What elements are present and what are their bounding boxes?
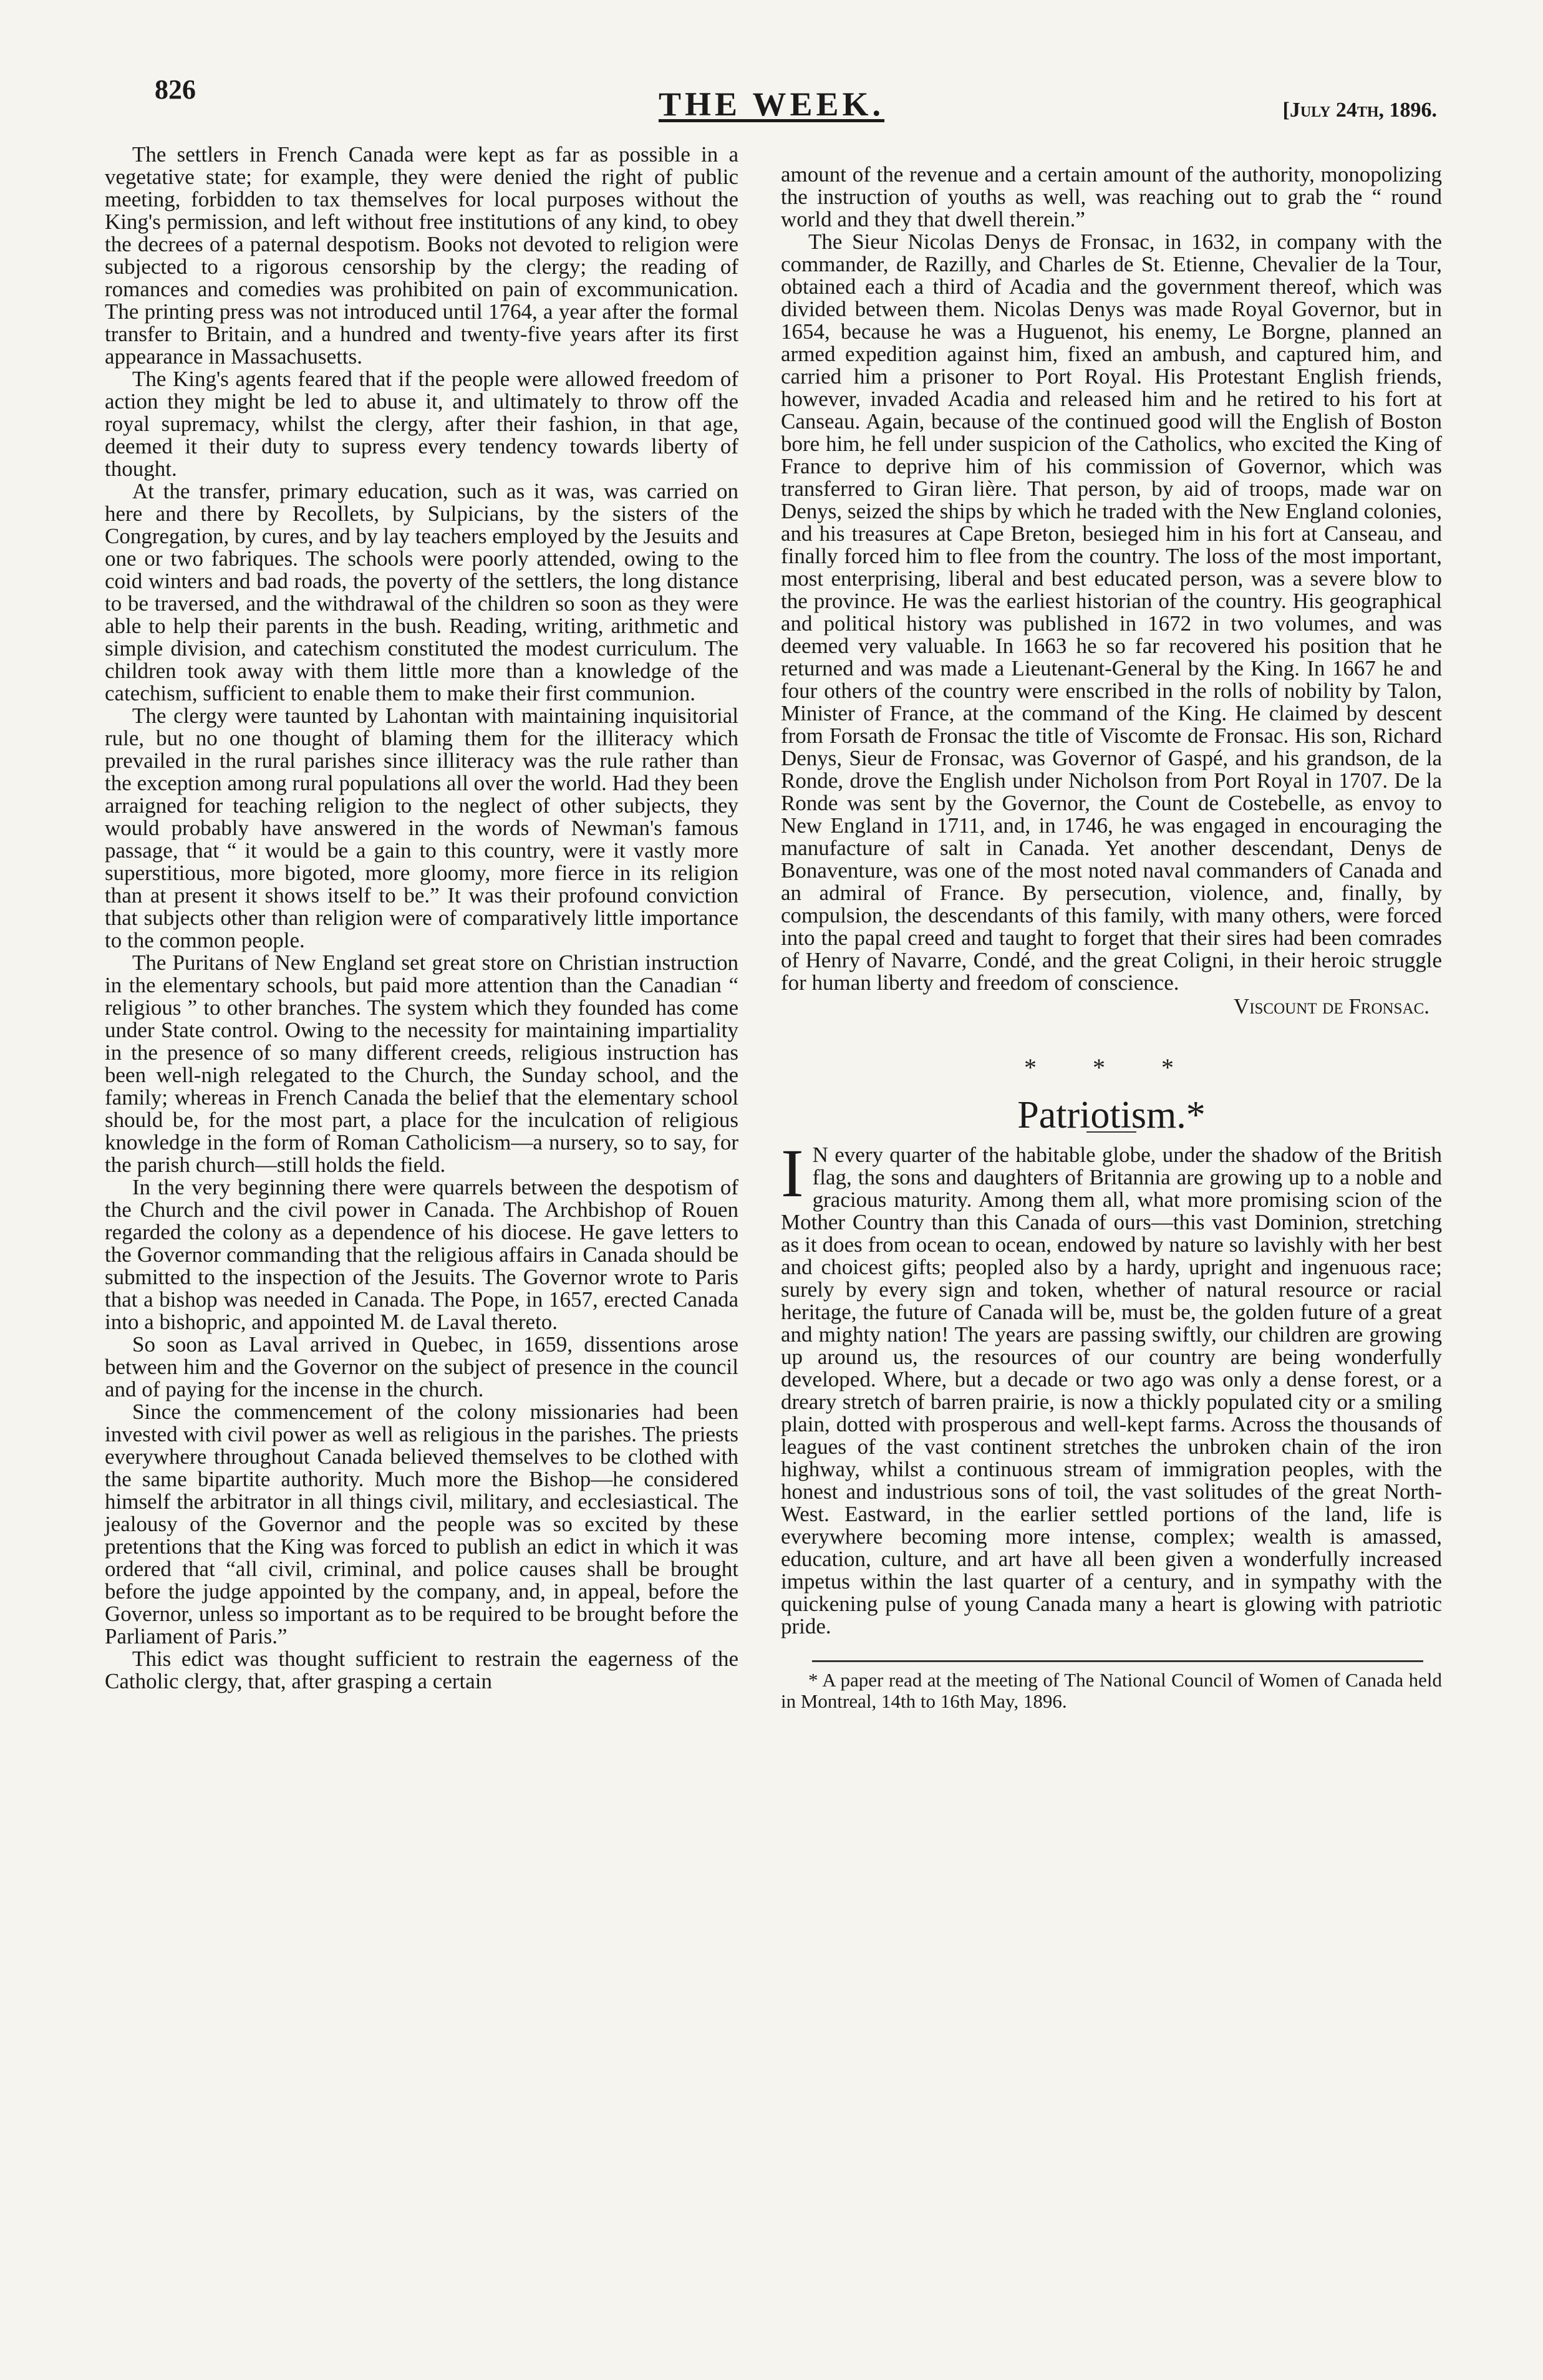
masthead-title: THE WEEK. [658, 85, 885, 123]
paragraph: Since the commencement of the colony missionaries had been invested with civil power as well as religious in the parishes. The priests everywhere throughout Canada believed themselves to be clothed with the same bipartite authority. Much more the Bishop—he considered himself the arbitrator in all things civil, military, and ecclesiastical. The jealousy of the Governor and the people was so excited by these pretentions that the King was forced to publish an edict in which it was ordered that “all civil, criminal, and police causes shall be brought before the judge appointed by the company, and, in appeal, before the Governor, unless so important as to be required to be brought before the Parliament of Paris.” [105, 1400, 738, 1648]
article-title: Patriotism.* [1017, 1094, 1206, 1136]
footnote-rule [812, 1660, 1423, 1662]
article-body-text: N every quarter of the habitable globe, under the shadow of the British flag, the sons and daughters of Britannia are growing up to a noble and gracious maturity. Among them all, what more promising scion of the Mother Country than this Canada of ours—this vast Dominion, stretching as it does from ocean to ocean, endowed by nature so lavishly with her best and choicest gifts; peopled also by a hardy, upright and ingenuous race; surely by every sign and token, whether of natural resource or racial heritage, the future of Canada will be, must be, the golden future of a great and mighty nation! The years are passing swiftly, our children are growing up around us, the resources of our country are being wonderfully developed. Where, but a decade or two ago was only a dense forest, or a dreary stretch of barren prairie, is now a thickly populated city or a smiling plain, dotted with prosperous and well-kept farms. Across the thousands of leagues of the vast continent stretches the unbroken chain of the iron highway, whilst a continuous stream of immigration peoples, with the honest and industrious sons of toil, the vast solitudes of the great North-West. Eastward, in the earlier settled portions of the land, life is everywhere becoming more intense, complex; wealth is amassed, education, culture, and art have all been given a wonderfully increased impetus within the last quarter of a century, and in sympathy with the quickening pulse of young Canada many a heart is glowing with patriotic pride. [781, 1143, 1442, 1638]
paragraph: The King's agents feared that if the people were allowed freedom of action they might be led to abuse it, and ultimately to throw off the royal supremacy, whilst the clergy, after their fashion, in that age, deemed it their duty to supress every tendency towards liberty of thought. [105, 367, 738, 481]
paragraph: At the transfer, primary education, such as it was, was carried on here and there by Recollets, by Sulpicians, by the sisters of the Congregation, by cures, and by lay teachers employed by the Jesuits and one or two fabriques. The schools were poorly attended, owing to the coid winters and bad roads, the poverty of the settlers, the long distance to be traversed, and the withdrawal of the children so soon as they were able to help their parents in the bush. Reading, writing, arithmetic and simple division, and catechism constituted the modest curriculum. The children took away with them little more than a knowledge of the catechism, sufficient to enable them to make their first communion. [105, 479, 738, 705]
page-number: 826 [155, 74, 196, 105]
paragraph: This edict was thought sufficient to restrain the eagerness of the Catholic clergy, that, after grasping a certain [105, 1647, 738, 1693]
left-column [105, 143, 738, 1693]
drop-cap: I [781, 1135, 804, 1211]
footnote: * A paper read at the meeting of The National Council of Women of Canada held in Montreal, 14th to 16th May, 1896. [781, 1669, 1442, 1712]
right-column [781, 163, 1442, 1712]
article-body [781, 1135, 1442, 1638]
section-ornament: * * * [1024, 1053, 1199, 1081]
paragraph: The Puritans of New England set great store on Christian instruction in the elementary schools, but paid more attention than the Canadian “ religious ” to other branches. The system which they founded has come under State control. Owing to the necessity for maintaining impartiality in the presence of so many different creeds, religious instruction has been well-nigh relegated to the Church, the Sunday school, and the family; whereas in French Canada the belief that the elementary school should be, for the most part, a place for the inculcation of religious knowledge in the form of Roman Catholicism—a nursery, so to say, for the parish church—still holds the field. [105, 951, 738, 1177]
paragraph: So soon as Laval arrived in Quebec, in 1659, dissentions arose between him and the Governor on the subject of presence in the council and of paying for the incense in the church. [105, 1332, 738, 1401]
paragraph: The Sieur Nicolas Denys de Fronsac, in 1632, in company with the commander, de Razilly, and Charles de St. Etienne, Chevalier de la Tour, obtained each a third of Acadia and the government thereof, which was divided between them. Nicolas Denys was made Royal Governor, but in 1654, because he was a Huguenot, his enemy, Le Borgne, planned an armed expedition against him, fixed an ambush, and captured him, and carried him a prisoner to Port Royal. His Protestant English friends, however, invaded Acadia and released him and he retired to his fort at Canseau. Again, because of the continued good will the English of Boston bore him, he fell under suspicion of the Catholics, who excited the King of France to deprive him of his commission of Governor, which was transferred to Giran lière. That person, by aid of troops, made war on Denys, seized the ships by which he traded with the New England colonies, and his treasures at Cape Breton, besieged him in his fort at Canseau, and finally forced him to flee from the country. The loss of the most important, most enterprising, liberal and best educated person, was a severe blow to the province. He was the earliest historian of the country. His geographical and political history was published in 1672 in two volumes, and was deemed very valuable. In 1663 he so far recovered his position that he returned and was made a Lieutenant-General by the King. In 1667 he and four others of the country were enscribed in the rolls of nobility by Talon, Minister of France, at the command of the King. He claimed by descent from Forsath de Fronsac the title of Viscomte de Fronsac. His son, Richard Denys, Sieur de Fronsac, was Governor of Gaspé, and his grandson, de la Ronde, drove the English under Nicholson from Port Royal in 1707. De la Ronde was sent by the Governor, the Count de Costebelle, as envoy to New England in 1711, and, in 1746, he was engaged in encouraging the manufacture of salt in Canada. Yet another descendant, Denys de Bonaventure, was one of the most noted naval commanders of Canada and an admiral of France. By persecution, violence, and, finally, by compulsion, the descendants of this family, with many others, were forced into the papal creed and taught to forget that their sires had been comrades of Henry of Navarre, Condé, and the great Coligni, in their heroic struggle for human liberty and freedom of conscience. [781, 230, 1442, 995]
paragraph: The settlers in French Canada were kept as far as possible in a vegetative state; for example, they were denied the right of public meeting, forbidden to tax themselves for local purposes without the King's permission, and left without free institutions of any kind, to obey the decrees of a paternal despotism. Books not devoted to religion were subjected to a rigorous censorship by the clergy; the reading of romances and comedies was prohibited on pain of excommunication. The printing press was not introduced until 1764, a year after the formal transfer to Britain, and a hundred and twenty-five years after its first appearance in Massachusetts. [105, 142, 738, 369]
continuation-paragraph: amount of the revenue and a certain amount of the authority, monopolizing the instruction of youths as well, was reaching out to grab the “ round world and they that dwell therein.” [781, 162, 1442, 231]
paragraph: The clergy were taunted by Lahontan with maintaining inquisitorial rule, but no one thought of blaming them for the illiteracy which prevailed in the rural parishes since illiteracy was the rule rather than the exception among rural populations all over the world. Had they been arraigned for teaching religion to the neglect of other subjects, they would probably have answered in the words of Newman's famous passage, that “ it would be a gain to this country, were it vastly more superstitious, more bigoted, more gloomy, more fierce in its religion than at present it shows itself to be.” It was their profound conviction that subjects other than religion were of comparatively little importance to the common people. [105, 704, 738, 952]
issue-date: [July 24th, 1896. [1282, 99, 1437, 122]
author-signature: Viscount de Fronsac. [1233, 994, 1429, 1018]
paragraph: In the very beginning there were quarrels between the despotism of the Church and the civil power in Canada. The Archbishop of Rouen regarded the colony as a dependence of his diocese. He gave letters to the Governor commanding that the religious affairs in Canada should be submitted to the inspection of the Jesuits. The Governor wrote to Paris that a bishop was needed in Canada. The Pope, in 1657, erected Canada into a bishopric, and appointed M. de Laval thereto. [105, 1175, 738, 1334]
page-header [0, 74, 1543, 136]
